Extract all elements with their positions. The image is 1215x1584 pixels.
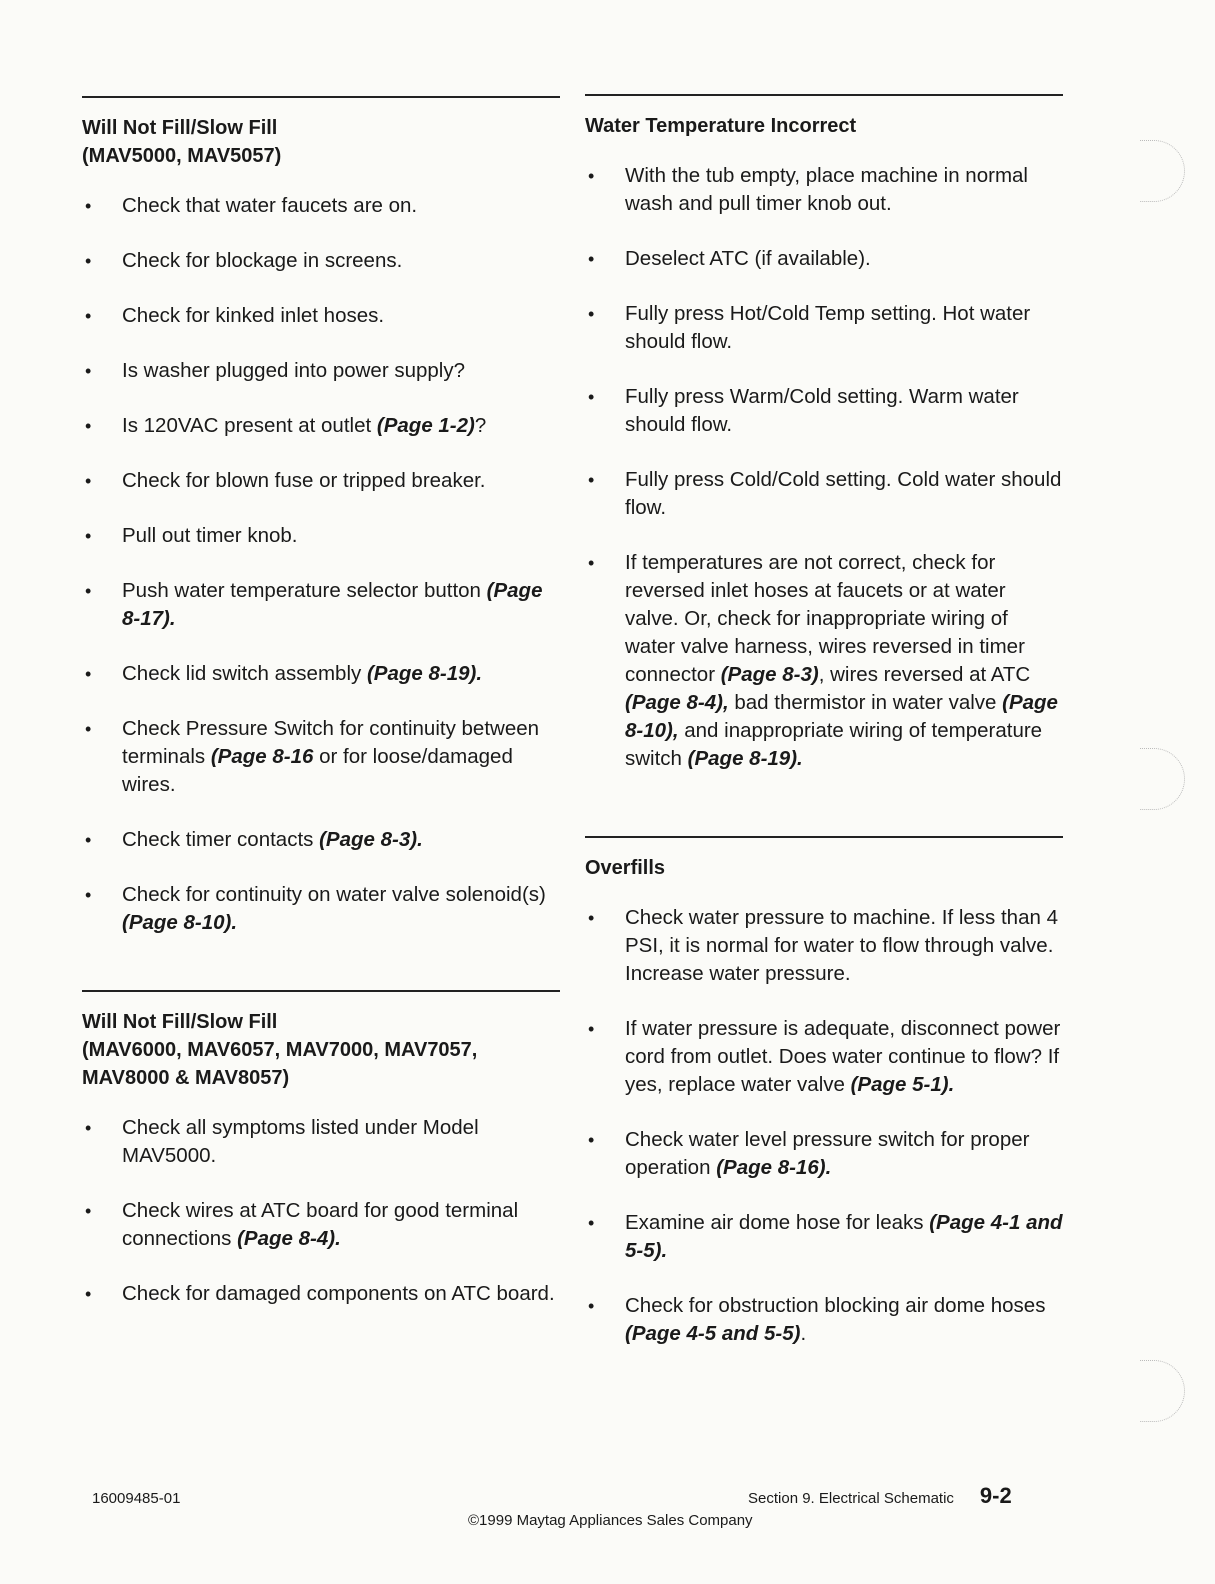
page-reference: (Page 1-2) [376,414,475,437]
bullet-item [585,162,1063,218]
punch-hole-mark [1140,1360,1185,1422]
bullet-text: Fully press Hot/Cold Temp setting. Hot water should flow. [625,302,1031,353]
page-reference: (Page 8-3) [720,663,819,686]
bullet-text: ? [474,414,487,437]
page-reference: (Page 8-3). [319,828,423,851]
bullet-text: Fully press Cold/Cold setting. Cold water should flow. [625,468,1062,519]
bullet-text: Check for obstruction blocking air dome hoses [625,1294,1046,1317]
bullet-item [585,245,1063,273]
page-reference: (Page 8-4), [625,691,729,714]
section-overfills [585,836,1063,1375]
bullet-item [82,247,560,275]
bullet-text: Is washer plugged into power supply? [122,359,466,382]
bullet-text: Check for damaged components on ATC board. [122,1282,555,1305]
page-reference: (Page 4-5 and 5-5) [625,1322,801,1345]
footer-section [748,1483,1012,1509]
page-reference: (Page 8-4). [237,1227,341,1250]
heading-line: (MAV5000, MAV5057) [82,145,282,167]
bullet-item [82,715,560,799]
section-heading [82,1008,560,1092]
bullet-text: or for loose/damaged wires. [122,745,513,796]
bullet-text: bad thermistor in water valve [728,691,1003,714]
bullet-text: If temperatures are not correct, check for reversed inlet hoses at faucets or at water valve. Or, check for inappropriate wiring of water valve harness, wires reversed in timer connector [625,551,1025,686]
bullet-item [82,1114,560,1170]
bullet-text: Check water level pressure switch for proper operation [625,1128,1030,1179]
bullet-item [585,1292,1063,1348]
bullet-item [585,383,1063,439]
section-will-not-fill-6000 [82,990,560,1335]
bullet-list [585,162,1063,773]
bullet-item [82,577,560,633]
section-rule [82,96,560,98]
document-number: 16009485-01 [92,1490,181,1507]
heading-line: (MAV6000, MAV6057, MAV7000, MAV7057, [82,1039,478,1061]
bullet-text: Examine air dome hose for leaks [625,1211,930,1234]
page-reference: (Page 8-19). [687,747,803,770]
copyright: ©1999 Maytag Appliances Sales Company [468,1512,753,1529]
bullet-text: Check all symptoms listed under Model MAV5000. [122,1116,479,1167]
section-rule [585,94,1063,96]
bullet-item [585,300,1063,356]
section-rule [585,836,1063,838]
page-reference: (Page 5-1). [850,1073,955,1096]
section-water-temperature [585,94,1063,800]
bullet-text: Check for blockage in screens. [122,249,403,272]
bullet-item [585,1015,1063,1099]
bullet-text: Check for continuity on water valve solenoid(s) [122,883,546,906]
bullet-item [82,192,560,220]
section-heading [585,112,1063,140]
bullet-item [585,549,1063,773]
bullet-list [82,1114,560,1308]
bullet-item [585,466,1063,522]
page-reference: (Page 8-16). [716,1156,832,1179]
punch-hole-mark [1140,140,1185,202]
bullet-text: and inappropriate wiring of temperature switch [625,719,1043,770]
bullet-item [585,1126,1063,1182]
section-label: Section 9. Electrical Schematic [748,1490,954,1507]
bullet-item [82,412,560,440]
bullet-text: Is 120VAC present at outlet [122,414,377,437]
bullet-text: Check water pressure to machine. If less than 4 PSI, it is normal for water to flow through valve. Increase water pressure. [625,906,1058,985]
bullet-list [585,904,1063,1348]
bullet-item [82,522,560,550]
page-reference: (Page 8-10), [625,691,1058,742]
bullet-item [82,467,560,495]
page-reference: (Page 8-17). [122,579,543,630]
bullet-text: . [800,1322,807,1345]
bullet-item [82,881,560,937]
bullet-text: With the tub empty, place machine in normal wash and pull timer knob out. [625,164,1028,215]
section-heading [585,854,1063,882]
bullet-item [82,302,560,330]
bullet-text: Check that water faucets are on. [122,194,418,217]
punch-hole-mark [1140,748,1185,810]
bullet-text: Check Pressure Switch for continuity between terminals [122,717,540,768]
bullet-item [82,1197,560,1253]
section-will-not-fill-5000 [82,96,560,964]
page-reference: (Page 4-1 and 5-5). [625,1211,1063,1262]
bullet-text: Check timer contacts [122,828,320,851]
bullet-list [82,192,560,937]
page-reference: (Page 8-19). [366,662,483,685]
bullet-item [585,1209,1063,1265]
bullet-text: If water pressure is adequate, disconnect power cord from outlet. Does water continue to flow? If yes, replace water valve [625,1017,1061,1096]
heading-line: Will Not Fill/Slow Fill [82,1011,278,1033]
bullet-text: Check for kinked inlet hoses. [122,304,385,327]
bullet-text: Pull out timer knob. [122,524,298,547]
heading-line: Water Temperature Incorrect [585,115,857,137]
bullet-text: Push water temperature selector button [122,579,487,602]
bullet-text: Deselect ATC (if available). [625,247,871,270]
section-rule [82,990,560,992]
bullet-item [82,1280,560,1308]
page-number: 9-2 [979,1483,1012,1508]
bullet-text: Check wires at ATC board for good terminal connections [122,1199,519,1250]
bullet-text: Fully press Warm/Cold setting. Warm water should flow. [625,385,1019,436]
bullet-item [82,357,560,385]
bullet-item [585,904,1063,988]
heading-line: Overfills [585,857,666,879]
bullet-item [82,660,560,688]
section-heading [82,114,560,170]
page-reference: (Page 8-10). [122,911,238,934]
bullet-text: , wires reversed at ATC [818,663,1031,686]
heading-line: Will Not Fill/Slow Fill [82,117,278,139]
bullet-item [82,826,560,854]
page-reference: (Page 8-16 [210,745,314,768]
bullet-text: Check for blown fuse or tripped breaker. [122,469,486,492]
bullet-text: Check lid switch assembly [122,662,367,685]
heading-line: MAV8000 & MAV8057) [82,1067,290,1089]
